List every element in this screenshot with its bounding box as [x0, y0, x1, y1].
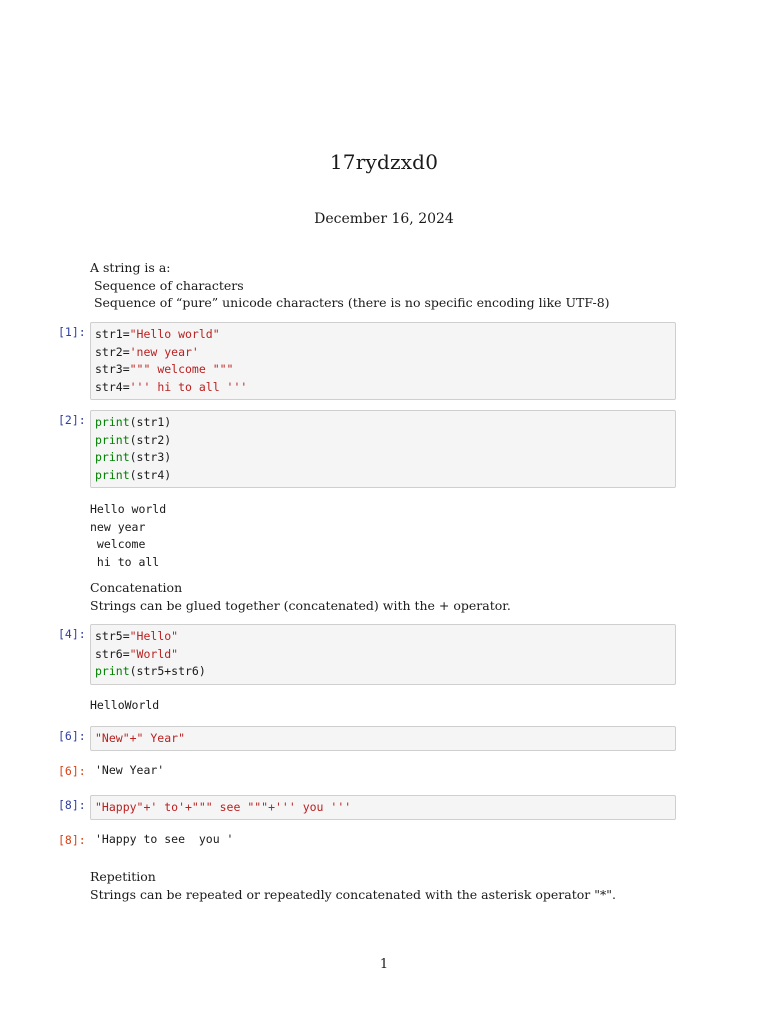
section-heading: Repetition	[90, 869, 156, 884]
output-line: hi to all	[90, 555, 160, 570]
document-date: December 16, 2024	[314, 211, 454, 227]
cell-4-prompt: [4]:	[58, 627, 86, 641]
cell-2-output	[90, 501, 166, 572]
code-line: print(str2)	[95, 432, 172, 447]
code-line: "Happy"+' to'+""" see """+''' you '''	[95, 800, 352, 814]
cell-6-out-prompt: [6]:	[58, 764, 86, 778]
code-line: "New"+" Year"	[95, 731, 186, 745]
code-line: str6="World"	[95, 646, 179, 661]
cell-4-output	[90, 697, 159, 715]
cell-2-prompt: [2]:	[58, 413, 86, 427]
intro-line: Sequence of characters	[90, 277, 244, 293]
section-heading: Concatenation	[90, 580, 183, 595]
section-text: Strings can be glued together (concatenated) with the + operator.	[90, 597, 511, 613]
document-title: 17rydzxd0	[329, 150, 439, 174]
code-line: str4=''' hi to all '''	[95, 380, 248, 395]
cell-8-result	[95, 831, 233, 849]
cell-6-result	[95, 762, 164, 780]
code-cell-8[interactable]	[90, 795, 676, 820]
output-line: Hello world	[90, 502, 167, 516]
code-line: str2='new year'	[95, 344, 199, 359]
output-line: HelloWorld	[90, 698, 160, 712]
output-line: 'New Year'	[95, 763, 165, 777]
code-cell-6[interactable]	[90, 726, 676, 751]
output-line: 'Happy to see you '	[95, 832, 234, 846]
intro-line: Sequence of “pure” unicode characters (there is no specific encoding like UTF-8)	[90, 295, 610, 310]
output-line: new year	[90, 519, 146, 534]
cell-6-prompt: [6]:	[58, 729, 86, 743]
cell-8-prompt: [8]:	[58, 798, 86, 812]
repetition-section	[90, 868, 616, 903]
section-text: Strings can be repeated or repeatedly concatenated with the asterisk operator "*".	[90, 886, 616, 902]
code-line: print(str3)	[95, 450, 172, 465]
page-number: 1	[379, 957, 389, 972]
code-line: print(str4)	[95, 468, 172, 483]
intro-line: A string is a:	[90, 260, 171, 275]
intro-paragraph	[90, 259, 610, 312]
code-line: str1="Hello world"	[95, 327, 220, 341]
code-line: str5="Hello"	[95, 629, 179, 643]
concatenation-section	[90, 579, 511, 614]
code-line: str3=""" welcome """	[95, 362, 234, 377]
cell-8-out-prompt: [8]:	[58, 833, 86, 847]
code-cell-2[interactable]	[90, 410, 676, 488]
code-line: print(str5+str6)	[95, 664, 206, 679]
code-cell-1[interactable]	[90, 322, 676, 400]
code-cell-4[interactable]	[90, 624, 676, 685]
output-line: welcome	[90, 537, 146, 552]
code-line: print(str1)	[95, 415, 172, 429]
cell-1-prompt: [1]:	[58, 325, 86, 339]
